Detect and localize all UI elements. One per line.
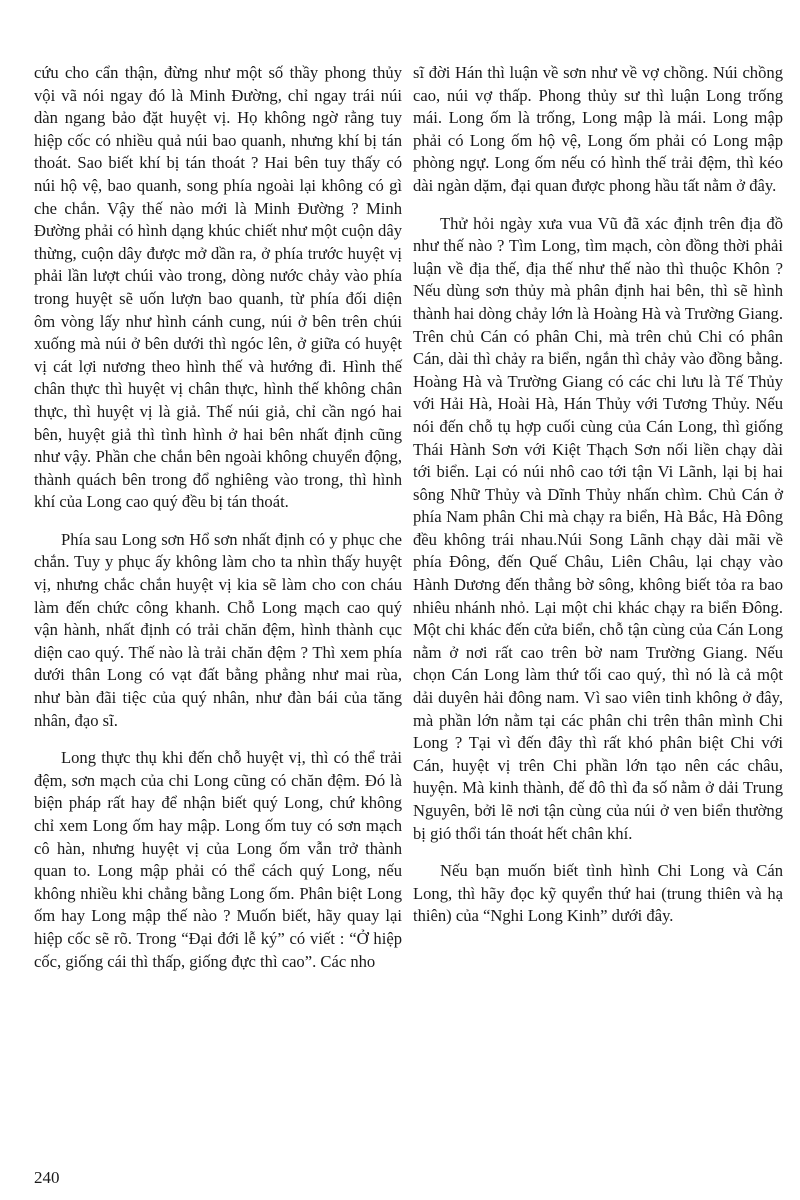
paragraph: Long thực thụ khi đến chỗ huyệt vị, thì có thể trải đệm, sơn mạch của chi Long cũng có chăn đệm. Đó là biện pháp rất hay để nhận biết quý Long, chứ không chỉ xem Long ốm hay mập. Long ốm tuy có sơn mạch cô hàn, nhưng huyệt vị của Long ốm vẫn trở thành quan to. Long mập phải có thể cách quý Long, nếu không nhiều khi chẳng bằng Long ốm. Phân biệt Long ốm hay Long mập thế nào ? Muốn biết, hãy quay lại hiệp cốc sẽ rõ. Trong “Đại đới lễ ký” có viết : “Ở hiệp cốc, giống cái thì thấp, giống đực thì cao”. Các nho: [34, 748, 402, 971]
paragraph: Phía sau Long sơn Hổ sơn nhất định có y phục che chắn. Tuy y phục ấy không làm cho ta nhìn thấy huyệt vị, nhưng chắc chắn huyệt vị kia sẽ làm cho con cháu làm đến chức công khanh. Chỗ Long mạch cao quý vận hành, nhất định có trải chăn đệm, hình thành cục diện cao quý. Thế nào là trải chăn đệm ? Thì xem phía dưới thân Long có vạt đất bằng phẳng như mai rùa, như bàn đãi tiệc của quý nhân, như đàn bái của tăng nhân, đạo sĩ.: [34, 529, 402, 730]
paragraph: cứu cho cẩn thận, đừng như một số thầy phong thủy vội vã nói ngay đó là Minh Đường, chỉ ngay trái núi dàn ngang bảo đặt huyệt vị. Họ không ngờ rằng tuy hiệp cốc có nhiều quả núi bao quanh, nhưng khí bị tán thoát. Sao biết khí bị tán thoát ? Hai bên tuy thấy có núi hộ vệ, bao quanh, song phía ngoài lại không có gì che chắn. Vậy thế nào mới là Minh Đường ? Minh Đường phải có hình dạng khúc chiết như một cuộn dây thừng, cuộn dây được mở dần ra, ở phía trước huyệt vị phải lần lượt chúi vào trong, dòng nước chảy vào phía trong huyệt sẽ uốn lượn bao quanh, từ phía đối diện ôm vòng lấy như hình cánh cung, núi ở bên trên chúi xuống mà núi ở bên dưới thì ngóc lên, ở giữa có huyệt vị cát lợi nương theo hình thế và hướng đi. Hình thế chân thực thì huyệt vị chân thực, hình thế không chân thực, thì huyệt vị là giả. Thế núi giả, chỉ cần ngó hai bên, huyệt giả thì tình hình ở hai bên nhất định cũng như vậy. Phần che chắn bên ngoài không chuyển động, thành quách bên trong đổ nghiêng vào trong, thì hình khí của Long cao quý đều bị tán thoát.: [34, 63, 402, 512]
paragraph: sĩ đời Hán thì luận về sơn như về vợ chồng. Núi chồng cao, núi vợ thấp. Phong thủy sư thì luận Long trống mái. Long ốm là trống, Long mập là mái. Long mập phải có Long ốm hộ vệ, Long ốm phải có Long mập phòng ngự. Long ốm nếu có hình thế trải đệm, thì kéo dài ngàn dặm, đại quan được phong hầu tất nằm ở đây.: [413, 63, 783, 195]
page-number: 240: [34, 1168, 60, 1187]
paragraph: Thử hỏi ngày xưa vua Vũ đã xác định trên địa đồ như thế nào ? Tìm Long, tìm mạch, còn đồng thời phải luận về địa thế, địa thế như thế nào thì thuộc Khôn ? Nếu dùng sơn thủy mà phân định hai bên, thì sẽ hình thành hai dòng chảy lớn là Hoàng Hà và Trường Giang. Trên chủ Cán có phân Chi, mà trên chủ Chi có phân Cán, dài thì chảy ra biển, ngắn thì chảy vào đồng bằng. Hoàng Hà và Trường Giang có các chi lưu là Tế Thủy với Hải Hà, Hoài Hà, Hán Thủy với Tương Thủy. Nếu nói đến chỗ tụ hợp cuối cùng của Cán Long, thì giống Thái Hành Sơn với Kiệt Thạch Sơn nối liền chạy dài tới biển. Lại có núi nhô cao tới tận Vi Lãnh, lại bị hai sông Nhữ Thủy và Dĩnh Thủy nhấn chìm. Chủ Cán ở phía Nam phân Chi mà chạy ra biển, Hà Bắc, Hà Đông đều không trái nhau.Núi Song Lãnh chạy dài mãi về phía Đông, đến Quế Châu, Liên Châu, lại chạy vào Hành Dương đến thẳng bờ sông, không biết tỏa ra bao nhiêu nhánh nhỏ. Lại một chi khác chạy ra biển Đông. Một chi khác đến cửa biển, chỗ tận cùng của Cán Long nằm ở nơi rất cao trên bờ nam Trường Giang. Nếu chọn Cán Long làm thứ tối cao quý, thì nó là cả một dải duyên hải đông nam. Vì sao viên tinh không ở đây, mà phần lớn nằm tại các phân chi trên thân mình Chi Long ? Tại vì đến đây thì rất khó phân biệt Chi với Cán, huyệt vị trên Chi phần lớn tạo nên các châu, huyện. Mà kinh thành, đế đô thì đa số nằm ở dải Trung Nguyên, bởi lẽ nơi tận cùng của núi ở ven biển thường bị gió thổi tán thoát hết chân khí.: [413, 213, 783, 843]
left-column: [34, 62, 402, 988]
right-column: [413, 62, 783, 943]
paragraph: Nếu bạn muốn biết tình hình Chi Long và Cán Long, thì hãy đọc kỹ quyển thứ hai (trung thiên và hạ thiên) của “Nghi Long Kinh” dưới đây.: [413, 861, 783, 926]
